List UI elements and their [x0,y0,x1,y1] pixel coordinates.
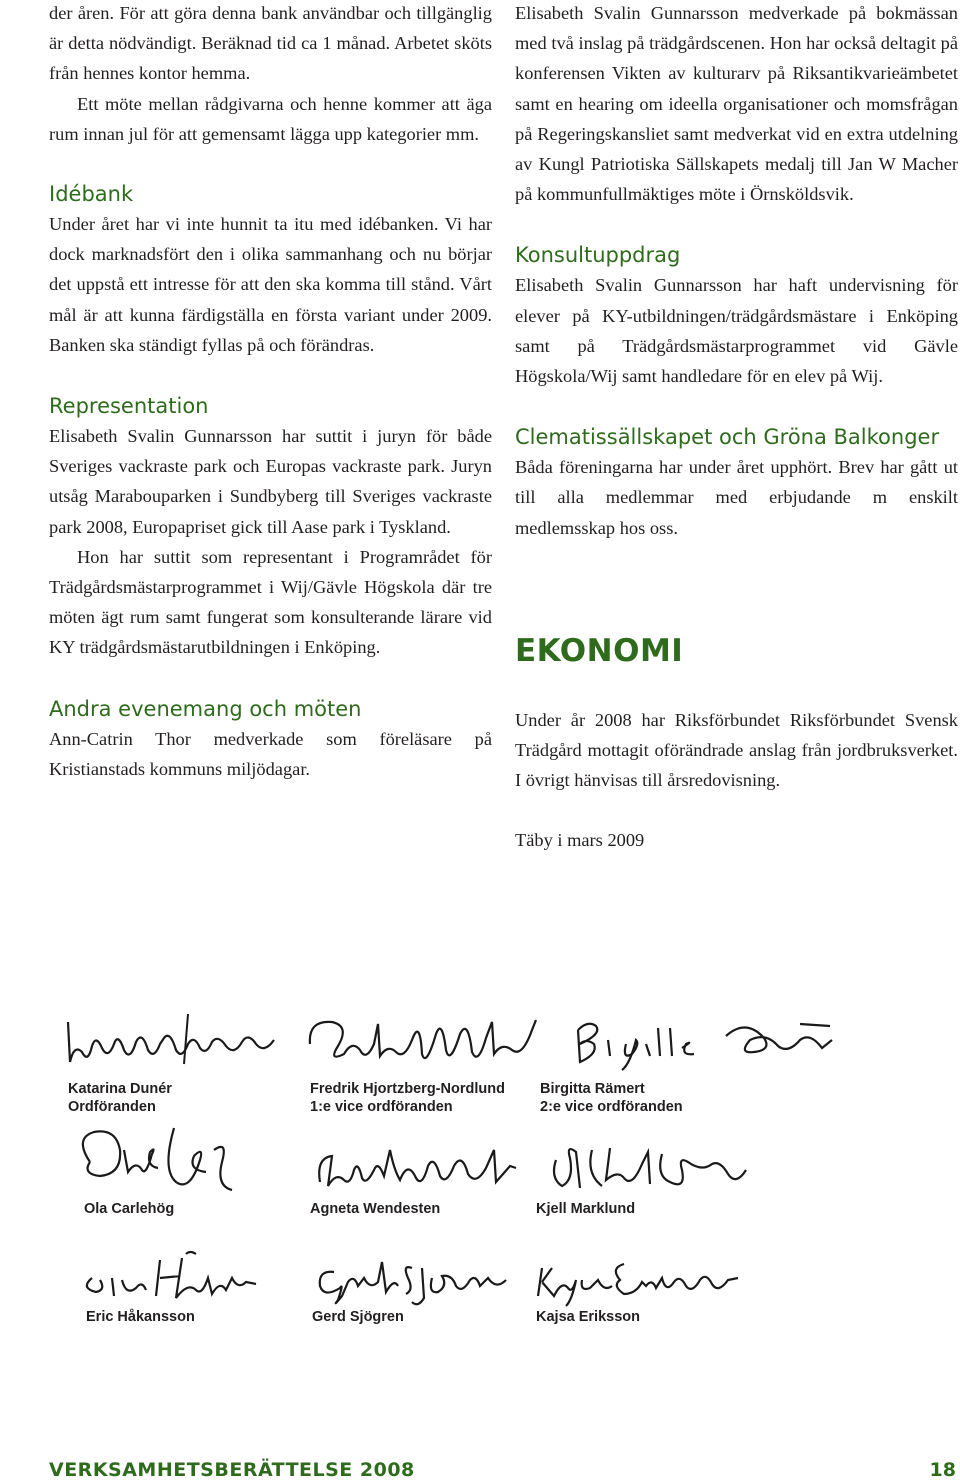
signer-name: Ola Carlehög [84,1201,175,1217]
heading-andra-evenemang: Andra evenemang och möten [49,696,362,721]
signature-eric-hakansson [56,1238,316,1348]
footer-page-number: 18 [929,1459,956,1481]
representation-paragraph-1: Elisabeth Svalin Gunnarsson har suttit i juryn för både Sveriges vackraste park och Europas vackraste park. Juryn utsåg Marabouparken i Sundbyberg till Sveriges vackraste park 2008, Europapriset gick till Aase park i Tyskland. [49,426,492,537]
signature-birgitta-ramert [510,1004,770,1114]
signer-name: Fredrik Hjortzberg-Nordlund [310,1081,505,1097]
ekonomi-paragraph: Under år 2008 har Riksförbundet Riksförbundet Svensk Trädgård mottagit oförändrade anslag från jordbruksverket. I övrigt hänvisas till årsredovisning. [515,709,958,791]
left-column [49,0,492,784]
handwritten-signature [510,1004,850,1074]
heading-ekonomi: EKONOMI [515,632,684,669]
footer-report-title: VERKSAMHETSBERÄTTELSE 2008 [49,1459,415,1481]
heading-konsultuppdrag: Konsultuppdrag [515,243,681,268]
handwritten-signature [282,1238,542,1310]
signature-ola-carlehog [54,1110,314,1220]
handwritten-signature [54,1110,314,1202]
signer-name: Gerd Sjögren [312,1309,404,1325]
signatures-block [0,990,960,1350]
signer-role: Ordföranden [68,1099,156,1115]
andra-evenemang-paragraph: Ann-Catrin Thor medverkade som föreläsare på Kristianstads kommuns miljödagar. [49,728,492,779]
handwritten-signature [38,1004,298,1074]
signer-name: Kajsa Eriksson [536,1309,640,1325]
signer-name: Birgitta Rämert [540,1081,645,1097]
signer-name: Agneta Wendesten [310,1201,441,1217]
date-line: Täby i mars 2009 [515,830,645,851]
heading-idebank: Idébank [49,182,134,207]
representation-paragraph-2: Hon har suttit som representant i Programrådet för Trädgårdsmästarprogrammet i Wij/Gävle Högskola där tre möten ägt rum samt fungerat som konsulterande lärare vid KY trädgårdsmästarutbildningen i Enköping. [49,546,492,658]
handwritten-signature [506,1130,766,1202]
signature-kjell-marklund [506,1130,766,1240]
signature-gerd-sjogren [282,1238,542,1348]
signer-name: Kjell Marklund [536,1201,636,1217]
konsultuppdrag-paragraph: Elisabeth Svalin Gunnarsson har haft undervisning för elever på KY-utbildningen/trädgårdsmästare i Enköping samt på Trädgårdsmästarprogrammet vid Gävle Högskola/Wij samt handledare för en elev på Wij. [515,275,958,387]
signer-role: 2:e vice ordföranden [540,1099,683,1115]
right-column [515,0,958,856]
elisabeth-paragraph: Elisabeth Svalin Gunnarsson medverkade på bokmässan med två inslag på trädgårdscenen. Hon har också deltagit på konferensen Vikten av kulturarv på Riksantikvarieämbetet samt en hearing om ideella organisationer och momsfrågan på Regeringskansliet samt medverkat vid en extra utdelning av Kungl Patriotiska Sällskapets medalj till Jan W Macher på kommunfullmäktiges möte i Örnsköldsvik. [515,3,958,205]
heading-clematissallskapet: Clematissällskapet och Gröna Balkonger [515,425,940,450]
signature-fredrik-hjortzberg-nordlund [280,1004,540,1114]
intro-paragraph-2: Ett möte mellan rådgivarna och henne kommer att äga rum innan jul för att gemensamt lägga upp kategorier mm. [49,93,492,144]
clematis-paragraph: Båda föreningarna har under året upphört. Brev har gått ut till alla medlemmar med erbjudande m enskilt medlemsskap hos oss. [515,457,958,538]
handwritten-signature [56,1238,316,1310]
signature-agneta-wendesten [280,1130,540,1240]
heading-representation: Representation [49,394,209,419]
intro-paragraph-1: der åren. För att göra denna bank användbar och tillgänglig är detta nödvändigt. Beräknad tid ca 1 månad. Arbetet sköts från hennes kontor hemma. [49,3,492,84]
signer-role: 1:e vice ordföranden [310,1099,453,1115]
idebank-paragraph: Under året har vi inte hunnit ta itu med idébanken. Vi har dock marknadsfört den i olika sammanhang och nu börjar det uppstå ett intresse för att den ska komma till stånd. Vårt mål är att kunna färdigställa en första variant under 2009. Banken ska ständigt fyllas på och förändras. [49,214,492,355]
signature-katarina-duner [38,1004,298,1114]
signature-kajsa-eriksson [506,1238,766,1348]
signer-name: Eric Håkansson [86,1309,195,1325]
signer-name: Katarina Dunér [68,1081,172,1097]
handwritten-signature [506,1238,766,1310]
handwritten-signature [280,1130,540,1202]
